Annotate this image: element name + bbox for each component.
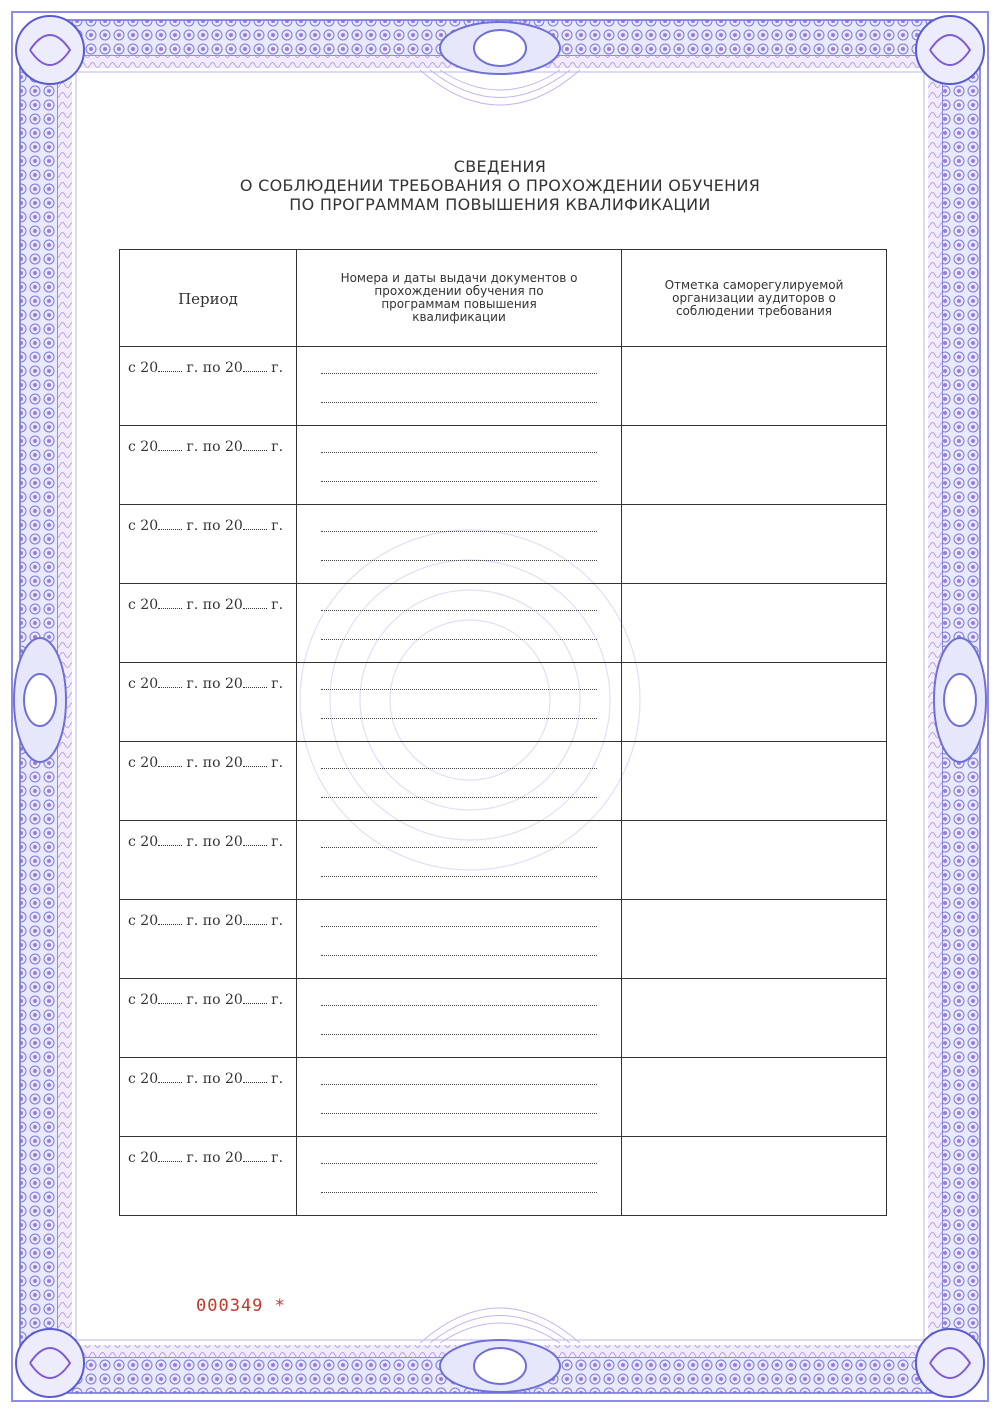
period-suffix: г.	[266, 1071, 284, 1087]
period-prefix: с 20	[128, 834, 159, 850]
year-from-blank[interactable]	[158, 833, 182, 846]
period-text	[128, 991, 283, 1008]
mark-cell[interactable]	[622, 584, 887, 663]
table-row	[120, 1137, 887, 1216]
header-docs-label: Номера и даты выдачи документов о прохождении обучения по программам повышения квалификации	[340, 271, 578, 324]
period-text	[128, 517, 283, 534]
period-suffix: г.	[266, 518, 284, 534]
table-body	[120, 347, 887, 1216]
docs-line-2[interactable]	[321, 718, 597, 719]
year-from-blank[interactable]	[158, 438, 182, 451]
title-line-3: ПО ПРОГРАММАМ ПОВЫШЕНИЯ КВАЛИФИКАЦИИ	[289, 195, 711, 214]
period-suffix: г.	[266, 992, 284, 1008]
period-suffix: г.	[266, 597, 284, 613]
period-suffix: г.	[266, 360, 284, 376]
table-row	[120, 584, 887, 663]
period-prefix: с 20	[128, 913, 159, 929]
docs-cell[interactable]	[297, 1058, 622, 1137]
period-middle: г. по 20	[182, 439, 243, 455]
period-text	[128, 833, 283, 850]
docs-line-1[interactable]	[321, 452, 597, 453]
docs-line-2[interactable]	[321, 797, 597, 798]
year-to-blank[interactable]	[243, 991, 267, 1004]
docs-line-1[interactable]	[321, 689, 597, 690]
period-prefix: с 20	[128, 597, 159, 613]
period-text	[128, 912, 283, 929]
docs-line-2[interactable]	[321, 560, 597, 561]
year-from-blank[interactable]	[158, 596, 182, 609]
year-from-blank[interactable]	[158, 675, 182, 688]
table-row	[120, 821, 887, 900]
docs-line-1[interactable]	[321, 926, 597, 927]
docs-cell[interactable]	[297, 900, 622, 979]
docs-line-1[interactable]	[321, 1084, 597, 1085]
period-cell[interactable]	[120, 1137, 297, 1216]
year-to-blank[interactable]	[243, 754, 267, 767]
period-middle: г. по 20	[182, 360, 243, 376]
period-cell[interactable]	[120, 426, 297, 505]
period-cell[interactable]	[120, 663, 297, 742]
period-middle: г. по 20	[182, 597, 243, 613]
mark-cell[interactable]	[622, 900, 887, 979]
docs-line-2[interactable]	[321, 955, 597, 956]
table-row	[120, 742, 887, 821]
docs-cell[interactable]	[297, 584, 622, 663]
period-text	[128, 1070, 283, 1087]
table-row	[120, 979, 887, 1058]
docs-line-1[interactable]	[321, 1163, 597, 1164]
docs-cell[interactable]	[297, 426, 622, 505]
year-from-blank[interactable]	[158, 1070, 182, 1083]
period-prefix: с 20	[128, 1150, 159, 1166]
mark-cell[interactable]	[622, 1058, 887, 1137]
docs-cell[interactable]	[297, 742, 622, 821]
period-prefix: с 20	[128, 992, 159, 1008]
period-middle: г. по 20	[182, 834, 243, 850]
period-suffix: г.	[266, 755, 284, 771]
year-from-blank[interactable]	[158, 1149, 182, 1162]
period-prefix: с 20	[128, 360, 159, 376]
docs-line-2[interactable]	[321, 1192, 597, 1193]
period-text	[128, 675, 283, 692]
year-to-blank[interactable]	[243, 438, 267, 451]
period-cell[interactable]	[120, 742, 297, 821]
mark-cell[interactable]	[622, 821, 887, 900]
period-cell[interactable]	[120, 821, 297, 900]
table-row	[120, 663, 887, 742]
year-to-blank[interactable]	[243, 912, 267, 925]
year-from-blank[interactable]	[158, 991, 182, 1004]
mark-cell[interactable]	[622, 663, 887, 742]
docs-line-1[interactable]	[321, 768, 597, 769]
year-to-blank[interactable]	[243, 675, 267, 688]
docs-cell[interactable]	[297, 505, 622, 584]
docs-cell[interactable]	[297, 821, 622, 900]
period-middle: г. по 20	[182, 1150, 243, 1166]
docs-line-1[interactable]	[321, 1005, 597, 1006]
period-suffix: г.	[266, 676, 284, 692]
mark-cell[interactable]	[622, 1137, 887, 1216]
year-to-blank[interactable]	[243, 517, 267, 530]
docs-line-2[interactable]	[321, 402, 597, 403]
year-from-blank[interactable]	[158, 912, 182, 925]
docs-line-1[interactable]	[321, 847, 597, 848]
year-from-blank[interactable]	[158, 517, 182, 530]
table-header-row	[120, 250, 887, 347]
period-prefix: с 20	[128, 1071, 159, 1087]
period-text	[128, 1149, 283, 1166]
period-prefix: с 20	[128, 676, 159, 692]
docs-line-2[interactable]	[321, 481, 597, 482]
table-row	[120, 505, 887, 584]
period-text	[128, 438, 283, 455]
year-to-blank[interactable]	[243, 1149, 267, 1162]
docs-cell[interactable]	[297, 979, 622, 1058]
period-cell[interactable]	[120, 900, 297, 979]
period-cell[interactable]	[120, 584, 297, 663]
table-row	[120, 347, 887, 426]
period-suffix: г.	[266, 913, 284, 929]
year-to-blank[interactable]	[243, 596, 267, 609]
docs-line-1[interactable]	[321, 610, 597, 611]
docs-line-2[interactable]	[321, 1113, 597, 1114]
mark-cell[interactable]	[622, 505, 887, 584]
period-text	[128, 754, 283, 771]
serial-number: 000349 *	[196, 1296, 286, 1316]
mark-cell[interactable]	[622, 347, 887, 426]
title-line-2: О СОБЛЮДЕНИИ ТРЕБОВАНИЯ О ПРОХОЖДЕНИИ ОБУЧЕНИЯ	[239, 176, 761, 195]
period-suffix: г.	[266, 439, 284, 455]
header-period-label: Период	[178, 289, 238, 308]
docs-line-2[interactable]	[321, 639, 597, 640]
period-suffix: г.	[266, 1150, 284, 1166]
period-middle: г. по 20	[182, 992, 243, 1008]
period-middle: г. по 20	[182, 676, 243, 692]
period-prefix: с 20	[128, 518, 159, 534]
header-period	[120, 250, 297, 347]
period-cell[interactable]	[120, 979, 297, 1058]
period-cell[interactable]	[120, 347, 297, 426]
docs-line-2[interactable]	[321, 876, 597, 877]
header-mark	[622, 250, 887, 347]
year-from-blank[interactable]	[158, 359, 182, 372]
table-row	[120, 1058, 887, 1137]
year-to-blank[interactable]	[243, 359, 267, 372]
year-from-blank[interactable]	[158, 754, 182, 767]
header-mark-label: Отметка саморегулируемой организации аудиторов о соблюдении требования	[664, 277, 844, 318]
docs-line-1[interactable]	[321, 531, 597, 532]
table-row	[120, 900, 887, 979]
period-prefix: с 20	[128, 755, 159, 771]
mark-cell[interactable]	[622, 742, 887, 821]
table-row	[120, 426, 887, 505]
mark-cell[interactable]	[622, 426, 887, 505]
period-text	[128, 359, 283, 376]
training-table	[119, 249, 887, 1216]
period-prefix: с 20	[128, 439, 159, 455]
period-text	[128, 596, 283, 613]
period-middle: г. по 20	[182, 518, 243, 534]
docs-cell[interactable]	[297, 663, 622, 742]
docs-line-2[interactable]	[321, 1034, 597, 1035]
docs-cell[interactable]	[297, 347, 622, 426]
period-suffix: г.	[266, 834, 284, 850]
year-to-blank[interactable]	[243, 833, 267, 846]
period-middle: г. по 20	[182, 1071, 243, 1087]
period-cell[interactable]	[120, 1058, 297, 1137]
period-middle: г. по 20	[182, 913, 243, 929]
docs-line-1[interactable]	[321, 373, 597, 374]
mark-cell[interactable]	[622, 979, 887, 1058]
period-cell[interactable]	[120, 505, 297, 584]
header-docs	[297, 250, 622, 347]
year-to-blank[interactable]	[243, 1070, 267, 1083]
period-middle: г. по 20	[182, 755, 243, 771]
title-line-1: СВЕДЕНИЯ	[453, 157, 547, 176]
docs-cell[interactable]	[297, 1137, 622, 1216]
